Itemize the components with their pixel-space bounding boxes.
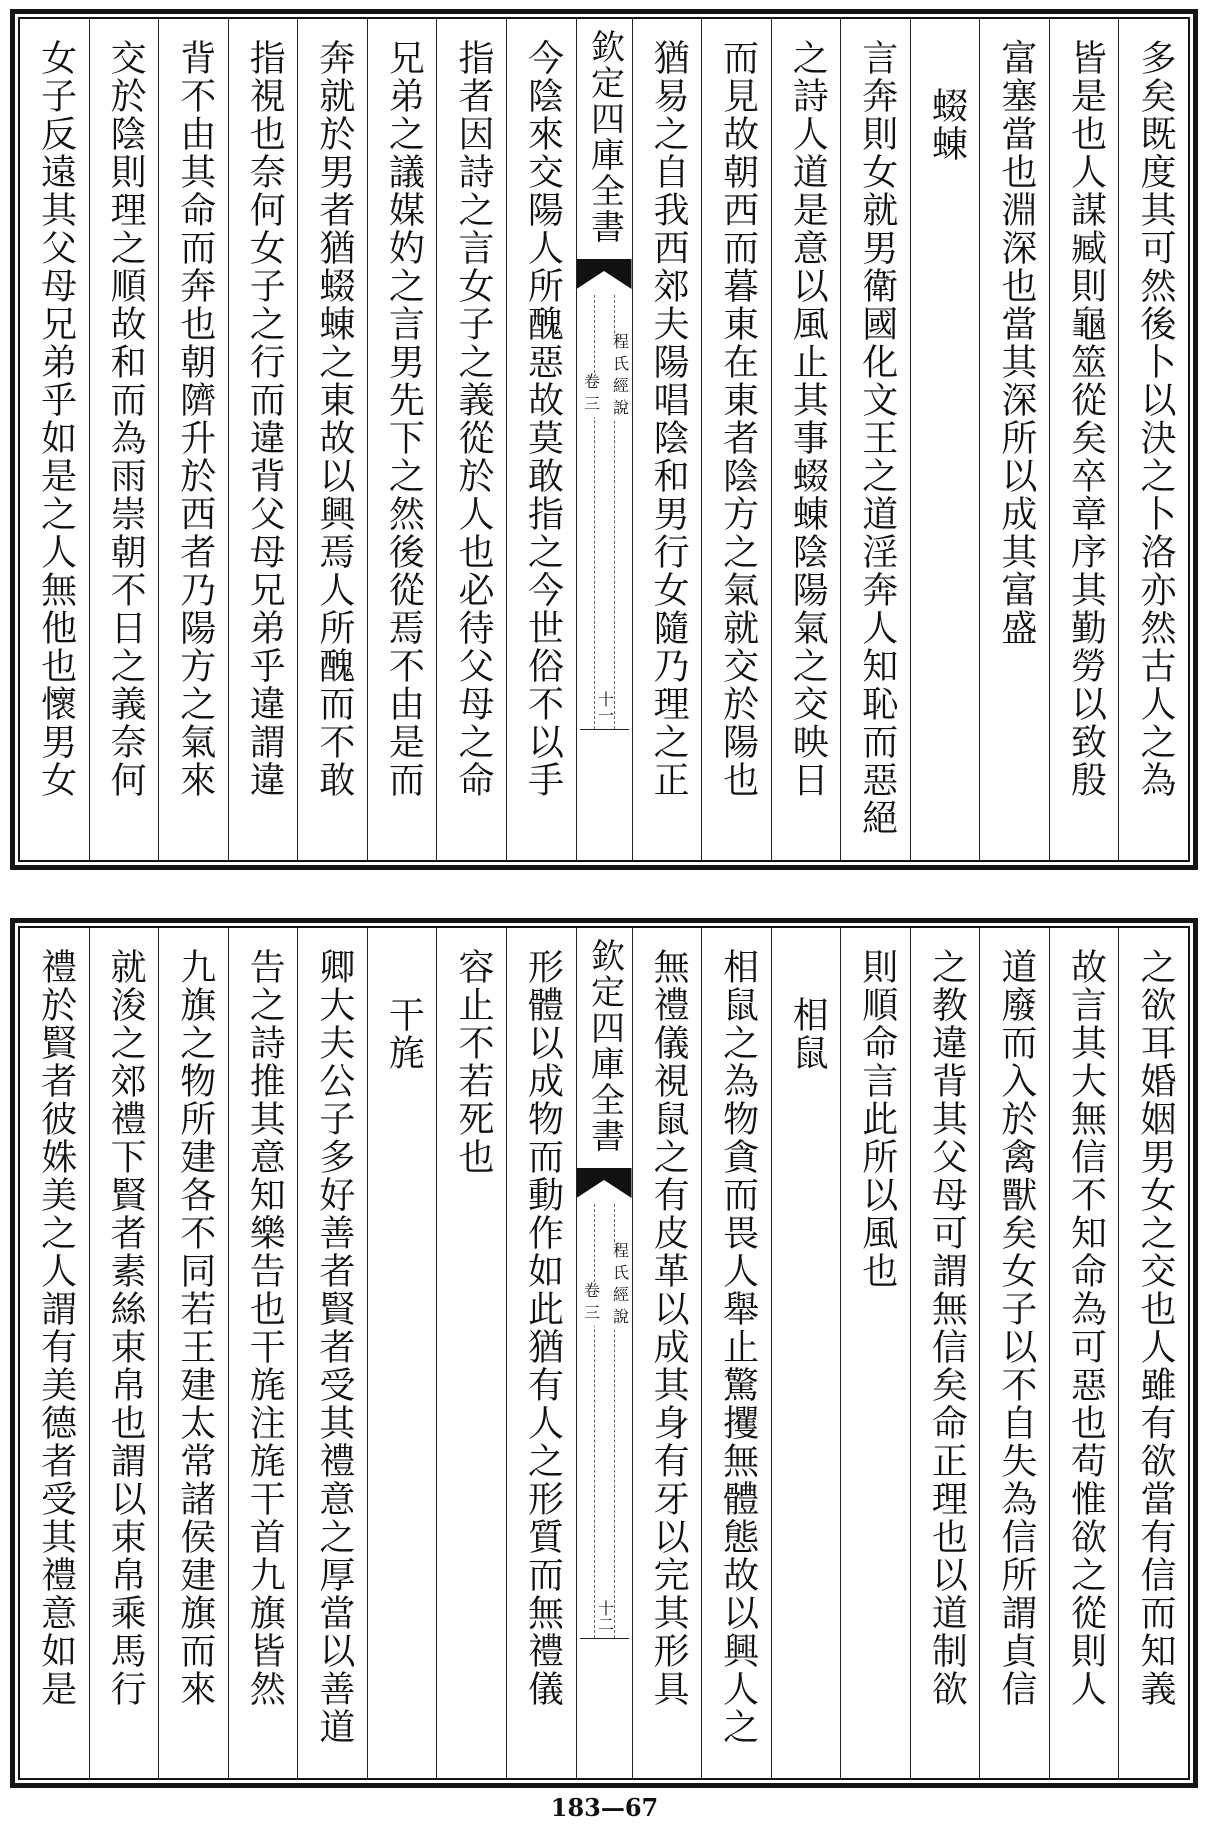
text-column: 皆是也人謀臧則龜筮從矣卒章序其勤勞以致殷 [1049,19,1119,860]
text-column: 兄弟之議媒妁之言男先下之然後從焉不由是而 [367,19,437,860]
section-heading: 相鼠 [771,928,841,1778]
folio-number: 十一 [595,691,615,723]
text-column: 相鼠之為物貪而畏人舉止驚攫無體態故以興人之 [701,928,771,1778]
center-fold-column [576,928,632,1778]
collection-title: 欽定四庫全書 [584,29,625,245]
text-column: 奔就於男者猶蝃蝀之東故以興焉人所醜而不敢 [297,19,367,860]
text-column: 容止不若死也 [436,928,506,1778]
upper-leaf [10,9,1198,870]
section-heading: 干旄 [367,928,437,1778]
text-column: 今陰來交陽人所醜惡故莫敢指之今世俗不以手 [506,19,576,860]
text-column: 道廢而入於禽獸矣女子以不自失為信所謂貞信 [979,928,1049,1778]
volume-label: 卷三 [581,373,601,417]
book-title: 程氏經說 [610,333,630,421]
text-column: 禮於賢者彼姝美之人謂有美德者受其禮意如是 [35,948,77,1708]
text-column: 指視也奈何女子之行而違背父母兄弟乎違謂違 [228,19,298,860]
text-column: 指者因詩之言女子之義從於人也必待父母之命 [436,19,506,860]
text-column: 而見故朝西而暮東在東者陰方之氣就交於陽也 [701,19,771,860]
center-fold-column [576,19,632,860]
section-heading: 蝃蝀 [910,19,980,860]
center-fold-body [577,289,632,860]
text-column: 無禮儀視鼠之有皮革以成其身有牙以完其形具 [632,928,702,1778]
text-column: 九旗之物所建各不同若王建太常諸侯建旗而來 [158,928,228,1778]
text-column: 卿大夫公子多好善者賢者受其禮意之厚當以善道 [297,928,367,1778]
folio-rule [580,729,629,730]
fishtail-mark [577,1168,632,1198]
text-column: 故言其大無信不知命為可惡也苟惟欲之從則人 [1049,928,1119,1778]
text-column: 言奔則女就男衛國化文王之道淫奔人知恥而惡絕 [840,19,910,860]
volume-label: 卷三 [581,1282,601,1326]
lower-leaf-frame [18,926,1190,1780]
text-column: 則順命言此所以風也 [840,928,910,1778]
text-column: 之教違背其父母可謂無信矣命正理也以道制欲 [910,928,980,1778]
folio-rule [580,1638,629,1639]
book-title: 程氏經說 [610,1242,630,1330]
text-column: 就浚之郊禮下賢者素絲束帛也謂以束帛乘馬行 [89,928,159,1778]
text-column: 之詩人道是意以風止其事蝃蝀陰陽氣之交映日 [771,19,841,860]
fishtail-mark [577,259,632,289]
text-column: 形體以成物而動作如此猶有人之形質而無禮儀 [506,928,576,1778]
collection-title: 欽定四庫全書 [584,938,625,1154]
folio-number: 十二 [595,1600,615,1632]
page-code: 183—67 [550,1793,659,1822]
center-fold-body [577,1198,632,1778]
text-column: 猶易之自我西郊夫陽唱陰和男行女隨乃理之正 [632,19,702,860]
text-column: 交於陰則理之順故和而為雨崇朝不日之義奈何 [89,19,159,860]
text-column: 背不由其命而奔也朝隮升於西者乃陽方之氣來 [158,19,228,860]
lower-leaf [10,918,1198,1788]
text-column: 富塞當也淵深也當其深所以成其富盛 [979,19,1049,860]
text-column: 多矣既度其可然後卜以決之卜洛亦然古人之為 [1118,19,1188,860]
upper-leaf-frame [18,17,1190,862]
text-column: 之欲耳婚姻男女之交也人雖有欲當有信而知義 [1118,928,1188,1778]
text-column: 女子反遠其父母兄弟乎如是之人無他也懷男女 [35,39,77,799]
text-column: 告之詩推其意知樂告也干旄注旄干首九旗皆然 [228,928,298,1778]
